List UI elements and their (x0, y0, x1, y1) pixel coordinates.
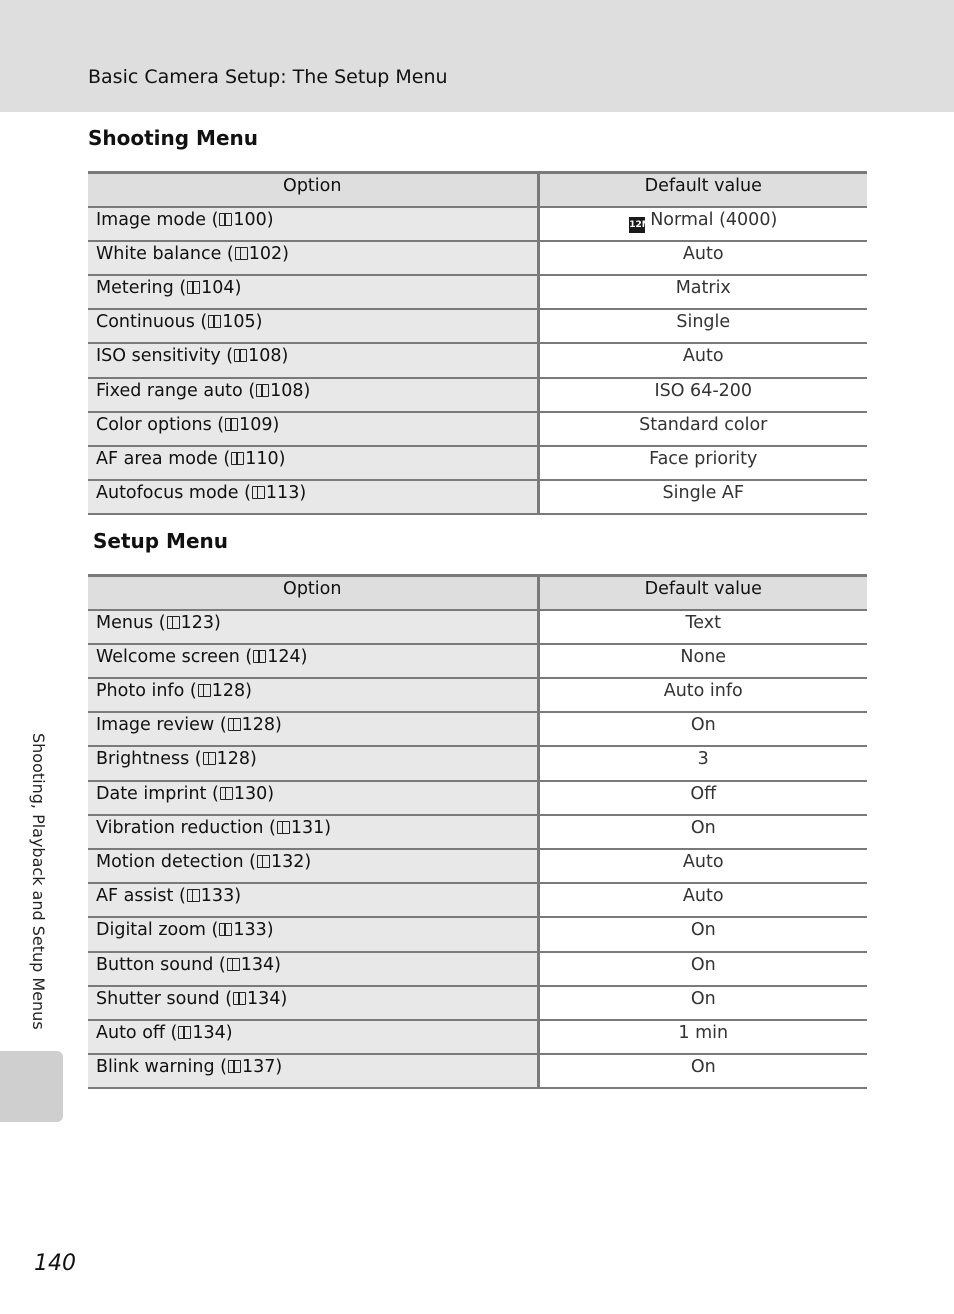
default-value: On (690, 954, 716, 975)
option-cell: Fixed range auto ( 108) (88, 378, 538, 412)
option-cell: Digital zoom ( 133) (88, 917, 538, 951)
page-reference-number: 102 (248, 243, 283, 264)
page-reference-icon (277, 821, 290, 834)
option-cell: ISO sensitivity ( 108) (88, 343, 538, 377)
default-value: On (690, 715, 716, 736)
page-reference-number: 133 (200, 886, 235, 907)
table-row (88, 207, 867, 241)
page-reference-icon (256, 384, 269, 397)
default-value: ISO 64-200 (654, 380, 753, 401)
default-value: 1 min (678, 1022, 729, 1043)
default-value-cell (538, 309, 867, 343)
option-cell: Color options ( 109) (88, 412, 538, 446)
default-value-cell (538, 746, 867, 780)
table-header-row (88, 576, 867, 610)
page-reference-number: 132 (270, 852, 305, 872)
option-name: Autofocus mode (96, 483, 239, 504)
page-reference-number: 134 (240, 954, 275, 975)
option-name: AF area mode (96, 449, 218, 469)
page-reference-number: 105 (222, 312, 256, 333)
default-value: Auto (682, 886, 724, 907)
option-name: Brightness (96, 749, 190, 770)
table-row (88, 678, 867, 712)
table-row (88, 446, 867, 480)
default-value: Face priority (649, 449, 758, 469)
page-reference-number: 108 (248, 346, 282, 367)
option-cell: Auto off ( 134) (88, 1020, 538, 1054)
default-value-cell (538, 952, 867, 986)
table-row (88, 1054, 867, 1088)
table-row (88, 644, 867, 678)
image-mode-12m-icon: 12M (629, 217, 645, 233)
default-value-cell (538, 446, 867, 480)
option-cell: Photo info ( 128) (88, 678, 538, 712)
option-name: Image mode (96, 209, 206, 230)
default-value-cell (538, 275, 867, 309)
page-reference-icon (203, 752, 216, 765)
page-reference-icon (187, 281, 200, 294)
default-value: Auto (682, 852, 724, 872)
option-cell: Button sound ( 134) (88, 952, 538, 986)
default-value-cell (538, 241, 867, 275)
table-row (88, 849, 867, 883)
page-reference-icon (253, 650, 266, 663)
page-reference-number: 108 (270, 380, 304, 401)
default-value-cell (538, 712, 867, 746)
default-value: Off (690, 783, 717, 804)
page-reference-icon (252, 486, 265, 499)
page-reference-number: 110 (245, 449, 279, 469)
default-value: Single (676, 312, 731, 333)
table-row (88, 952, 867, 986)
option-cell: AF area mode ( 110) (88, 446, 538, 480)
table-row (88, 883, 867, 917)
default-value-cell (538, 378, 867, 412)
column-header-option: Option (88, 173, 538, 207)
option-name: Welcome screen (96, 646, 240, 667)
option-name: ISO sensitivity (96, 346, 221, 367)
default-value: On (690, 920, 716, 941)
option-name: Continuous (96, 312, 195, 333)
page-reference-icon (219, 923, 232, 936)
option-name: Shutter sound (96, 988, 220, 1009)
default-value-cell (538, 883, 867, 917)
option-name: Auto off (96, 1022, 165, 1043)
default-value: Normal (4000) (650, 209, 778, 230)
page-reference-number: 134 (247, 988, 281, 1009)
shooting-menu-title: Shooting Menu (88, 126, 258, 150)
option-cell: Motion detection ( 132) (88, 849, 538, 883)
default-value-cell (538, 917, 867, 951)
shooting-menu-table (88, 171, 867, 515)
default-value-cell (538, 480, 867, 514)
page-reference-icon (219, 213, 232, 226)
table-row (88, 378, 867, 412)
option-name: Menus (96, 612, 154, 633)
page-reference-icon (198, 684, 211, 697)
default-value: Standard color (639, 414, 768, 435)
option-name: Vibration reduction (96, 817, 264, 838)
page-reference-icon (167, 616, 180, 629)
page-reference-icon (233, 992, 246, 1005)
option-cell: Image mode ( 100) (88, 207, 538, 241)
table-row (88, 917, 867, 951)
shooting-menu-rows (88, 207, 867, 515)
option-name: Image review (96, 715, 215, 736)
option-cell: Brightness ( 128) (88, 746, 538, 780)
default-value: Single AF (662, 483, 744, 504)
table-row (88, 746, 867, 780)
setup-menu-rows (88, 610, 867, 1089)
page-reference-number: 134 (192, 1022, 226, 1043)
page-reference-number: 124 (267, 646, 301, 667)
table-row (88, 1020, 867, 1054)
page-reference-number: 113 (265, 483, 300, 504)
page-reference-icon (220, 787, 233, 800)
page-reference-icon (228, 718, 241, 731)
setup-menu-title: Setup Menu (93, 529, 228, 553)
page-reference-icon (225, 418, 238, 431)
page-reference-icon (228, 1060, 241, 1073)
option-name: Metering (96, 278, 174, 299)
default-value-cell (538, 644, 867, 678)
table-row (88, 343, 867, 377)
default-value: Matrix (675, 278, 731, 299)
option-cell: Image review ( 128) (88, 712, 538, 746)
table-row (88, 781, 867, 815)
page-reference-number: 104 (201, 278, 235, 299)
table-row (88, 480, 867, 514)
option-cell: Menus ( 123) (88, 610, 538, 644)
page-reference-icon (187, 889, 200, 902)
option-cell: Autofocus mode ( 113) (88, 480, 538, 514)
page-reference-number: 137 (242, 1057, 276, 1078)
page-reference-icon (178, 1026, 191, 1039)
default-value-cell (538, 343, 867, 377)
table-row (88, 712, 867, 746)
page-reference-number: 128 (211, 681, 246, 702)
page-reference-icon (257, 855, 270, 868)
header-band (0, 0, 954, 112)
default-value: 3 (697, 749, 709, 770)
option-name: Button sound (96, 954, 214, 975)
default-value: Text (685, 612, 721, 633)
option-cell: Vibration reduction ( 131) (88, 815, 538, 849)
option-cell: Metering ( 104) (88, 275, 538, 309)
page-reference-icon (208, 315, 221, 328)
option-cell: Date imprint ( 130) (88, 781, 538, 815)
page-reference-icon (231, 452, 244, 465)
default-value-cell (538, 781, 867, 815)
default-value-cell (538, 207, 867, 241)
default-value-cell (538, 986, 867, 1020)
side-tab (0, 1051, 63, 1122)
option-cell: White balance ( 102) (88, 241, 538, 275)
page-reference-number: 109 (239, 414, 273, 435)
default-value: On (690, 817, 716, 838)
column-header-default-value: Default value (538, 576, 867, 610)
option-cell: AF assist ( 133) (88, 883, 538, 917)
table-row (88, 275, 867, 309)
column-header-option: Option (88, 576, 538, 610)
table-row (88, 309, 867, 343)
page-reference-icon (235, 247, 248, 260)
page-reference-number: 128 (241, 715, 276, 736)
table-row (88, 412, 867, 446)
default-value: On (690, 1057, 716, 1078)
page-reference-icon (234, 349, 247, 362)
option-name: Blink warning (96, 1057, 215, 1078)
page-reference-number: 123 (180, 612, 214, 633)
table-row (88, 815, 867, 849)
option-name: Photo info (96, 681, 185, 702)
table-row (88, 610, 867, 644)
default-value-cell (538, 412, 867, 446)
page-reference-icon (227, 958, 240, 971)
option-name: White balance (96, 243, 222, 264)
option-cell: Welcome screen ( 124) (88, 644, 538, 678)
default-value-cell (538, 1020, 867, 1054)
default-value-cell (538, 815, 867, 849)
page-reference-number: 128 (216, 749, 251, 770)
option-name: Date imprint (96, 783, 207, 804)
option-name: Digital zoom (96, 920, 206, 941)
default-value-cell (538, 849, 867, 883)
page-reference-number: 100 (233, 209, 267, 230)
option-name: Fixed range auto (96, 380, 243, 401)
option-cell: Blink warning ( 137) (88, 1054, 538, 1088)
option-cell: Shutter sound ( 134) (88, 986, 538, 1020)
setup-menu-table (88, 574, 867, 1089)
default-value: Auto (682, 346, 724, 367)
default-value: None (680, 646, 727, 667)
option-name: Color options (96, 414, 212, 435)
page-number: 140 (34, 1251, 76, 1276)
option-cell: Continuous ( 105) (88, 309, 538, 343)
side-tab-label: Shooting, Playback and Setup Menus (29, 733, 48, 1030)
page-reference-number: 133 (233, 920, 267, 941)
default-value-cell (538, 610, 867, 644)
option-name: AF assist (96, 886, 174, 907)
default-value: Auto info (663, 681, 743, 702)
default-value-cell (538, 678, 867, 712)
page-reference-number: 131 (290, 817, 325, 838)
table-row (88, 986, 867, 1020)
page-reference-number: 130 (233, 783, 268, 804)
page-header-title: Basic Camera Setup: The Setup Menu (88, 66, 448, 88)
default-value-cell (538, 1054, 867, 1088)
column-header-default-value: Default value (538, 173, 867, 207)
table-row (88, 241, 867, 275)
option-name: Motion detection (96, 852, 244, 872)
table-header-row (88, 173, 867, 207)
default-value: On (690, 988, 716, 1009)
default-value: Auto (682, 243, 724, 264)
